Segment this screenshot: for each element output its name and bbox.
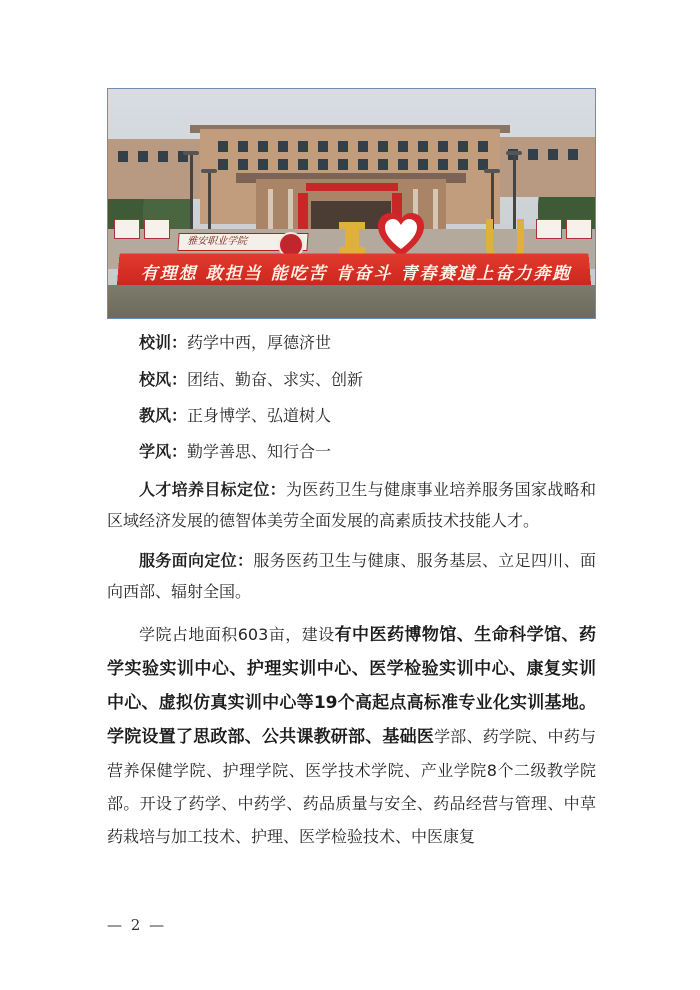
lamp-post — [190, 151, 193, 233]
service-paragraph — [107, 545, 596, 607]
service-label: 服务面向定位： — [139, 551, 254, 570]
notice-board — [114, 219, 140, 239]
school-name-sign: 雅安职业学院 — [177, 233, 308, 251]
campus-intro: 学院占地面积603亩，建设 — [139, 625, 335, 644]
campus-photo — [107, 88, 596, 319]
entrance-banner — [306, 183, 398, 191]
motto-label: 校训： — [139, 333, 188, 352]
talent-paragraph — [107, 474, 596, 536]
building-left-wing — [108, 139, 203, 199]
motto-text: 勤学善思、知行合一 — [187, 442, 332, 461]
talent-text: 为医药卫生与健康事业培养服务国家战略和区域经济发展的德智体美劳全面发展的高素质技术技能人才。 — [107, 480, 596, 530]
motto-text: 团结、勤奋、求实、创新 — [187, 370, 364, 389]
page-number: — 2 — — [107, 916, 167, 934]
motto-text: 药学中西，厚德济世 — [187, 333, 332, 352]
flower-planter — [108, 285, 596, 319]
notice-board — [566, 219, 592, 239]
motto-teaching — [139, 406, 331, 426]
motto-label: 学风： — [139, 442, 188, 461]
lamp-post — [208, 169, 211, 233]
motto-label: 教风： — [139, 406, 188, 425]
motto-study — [139, 442, 331, 462]
campus-rest: 学部、药学院、中药与营养保健学院、护理学院、医学技术学院、产业学院8个二级教学院部。开设了药学、中药学、药品质量与安全、药品经营与管理、中草药栽培与加工技术、护理、医学检验技术、中医康复 — [107, 727, 596, 846]
slogan-text: 有理想 敢担当 能吃苦 肯奋斗 青春赛道上奋力奔跑 — [140, 264, 572, 284]
talent-label: 人才培养目标定位： — [139, 480, 286, 499]
vertical-banner — [298, 193, 308, 229]
motto-school — [139, 333, 331, 353]
motto-style — [139, 370, 363, 390]
letter-i-sculpture — [345, 222, 359, 254]
notice-board — [144, 219, 170, 239]
campus-paragraph — [107, 618, 596, 853]
campus-highlight: 有中医药博物馆、生命科学馆、药学实验实训中心、护理实训中心、医学检验实训中心、康复实训中心、虚拟仿真实训中心等19个高起点高标准专业化实训基地。学院设置了思政部、公共课教研部、基础医 — [107, 625, 597, 747]
notice-board — [536, 219, 562, 239]
motto-text: 正身博学、弘道树人 — [187, 406, 332, 425]
motto-label: 校风： — [139, 370, 188, 389]
service-text: 服务医药卫生与健康、服务基层、立足四川、面向西部、辐射全国。 — [107, 551, 596, 601]
